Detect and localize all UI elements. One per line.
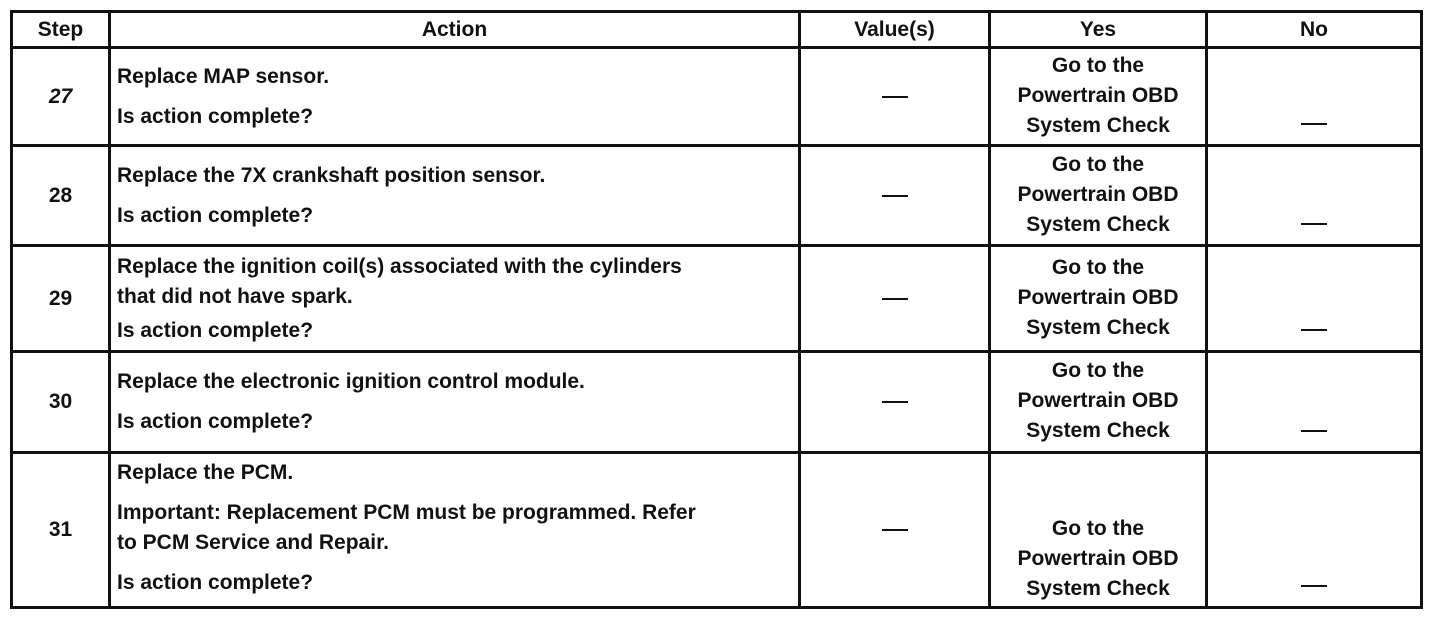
action-line: Replace MAP sensor. (117, 64, 330, 88)
value-cell (800, 246, 990, 352)
action-question: Is action complete? (117, 318, 314, 342)
yes-line: System Check (1026, 212, 1170, 236)
action-cell (110, 246, 800, 352)
action-question: Is action complete? (117, 203, 314, 227)
action-line: Replace the electronic ignition control module. (117, 370, 585, 393)
yes-line: Powertrain OBD (1017, 389, 1179, 412)
column-header-no: No (1207, 12, 1422, 48)
step-number: 28 (12, 146, 110, 246)
action-cell (110, 453, 800, 608)
action-line: Replace the 7X crankshaft position sensor. (117, 163, 546, 187)
diagnostic-table (10, 10, 1423, 609)
no-cell (1207, 453, 1422, 608)
step-number: 31 (12, 453, 110, 608)
yes-line: Powertrain OBD (1017, 547, 1179, 570)
yes-line: Go to the (1051, 517, 1145, 540)
no-cell (1207, 352, 1422, 453)
important-note (117, 498, 798, 528)
important-text: Replacement PCM must be programmed. Refer (220, 501, 696, 524)
yes-line: Go to the (1051, 255, 1145, 279)
action-question: Is action complete? (117, 571, 314, 594)
no-cell (1207, 48, 1422, 146)
yes-line: System Check (1026, 113, 1170, 137)
action-cell (110, 48, 800, 146)
action-question: Is action complete? (117, 410, 314, 433)
yes-cell (990, 453, 1207, 608)
yes-line: System Check (1026, 419, 1170, 442)
yes-line: Powertrain OBD (1017, 182, 1179, 206)
no-cell (1207, 246, 1422, 352)
value-cell (800, 146, 990, 246)
yes-line: System Check (1026, 315, 1170, 339)
table-row-step-29 (12, 246, 1422, 352)
action-question: Is action complete? (117, 104, 314, 128)
yes-cell (990, 352, 1207, 453)
table-row-step-28 (12, 146, 1422, 246)
column-header-step: Step (12, 12, 110, 48)
important-label: Important: (117, 501, 221, 524)
dash-mark (1301, 123, 1327, 125)
dash-mark (882, 96, 908, 98)
dash-mark (882, 298, 908, 300)
value-cell (800, 453, 990, 608)
table-row-step-31 (12, 453, 1422, 608)
value-cell (800, 48, 990, 146)
yes-line: Go to the (1051, 53, 1145, 77)
column-header-yes: Yes (990, 12, 1207, 48)
column-header-values: Value(s) (800, 12, 990, 48)
table-row-step-30 (12, 352, 1422, 453)
yes-line: System Check (1026, 577, 1170, 600)
important-text-continued: to PCM Service and Repair. (117, 531, 389, 554)
dash-mark (882, 529, 908, 531)
step-number: 27 (12, 48, 110, 146)
action-line: that did not have spark. (117, 284, 353, 308)
step-number: 30 (12, 352, 110, 453)
yes-cell (990, 48, 1207, 146)
dash-mark (1301, 329, 1327, 331)
yes-line: Go to the (1051, 152, 1145, 176)
step-number: 29 (12, 246, 110, 352)
yes-line: Powertrain OBD (1017, 83, 1179, 107)
action-cell (110, 352, 800, 453)
dash-mark (882, 401, 908, 403)
yes-cell (990, 246, 1207, 352)
value-cell (800, 352, 990, 453)
no-cell (1207, 146, 1422, 246)
column-header-action: Action (110, 12, 800, 48)
dash-mark (1301, 430, 1327, 432)
table-row-step-27 (12, 48, 1422, 146)
action-cell (110, 146, 800, 246)
dash-mark (882, 195, 908, 197)
dash-mark (1301, 223, 1327, 225)
table-header-row (12, 12, 1422, 48)
diagnostic-table-sheet (10, 10, 1420, 610)
action-line: Replace the ignition coil(s) associated with the cylinders (117, 254, 682, 278)
yes-cell (990, 146, 1207, 246)
dash-mark (1301, 585, 1327, 587)
yes-line: Go to the (1051, 359, 1145, 382)
action-line: Replace the PCM. (117, 461, 294, 484)
yes-line: Powertrain OBD (1017, 285, 1179, 309)
